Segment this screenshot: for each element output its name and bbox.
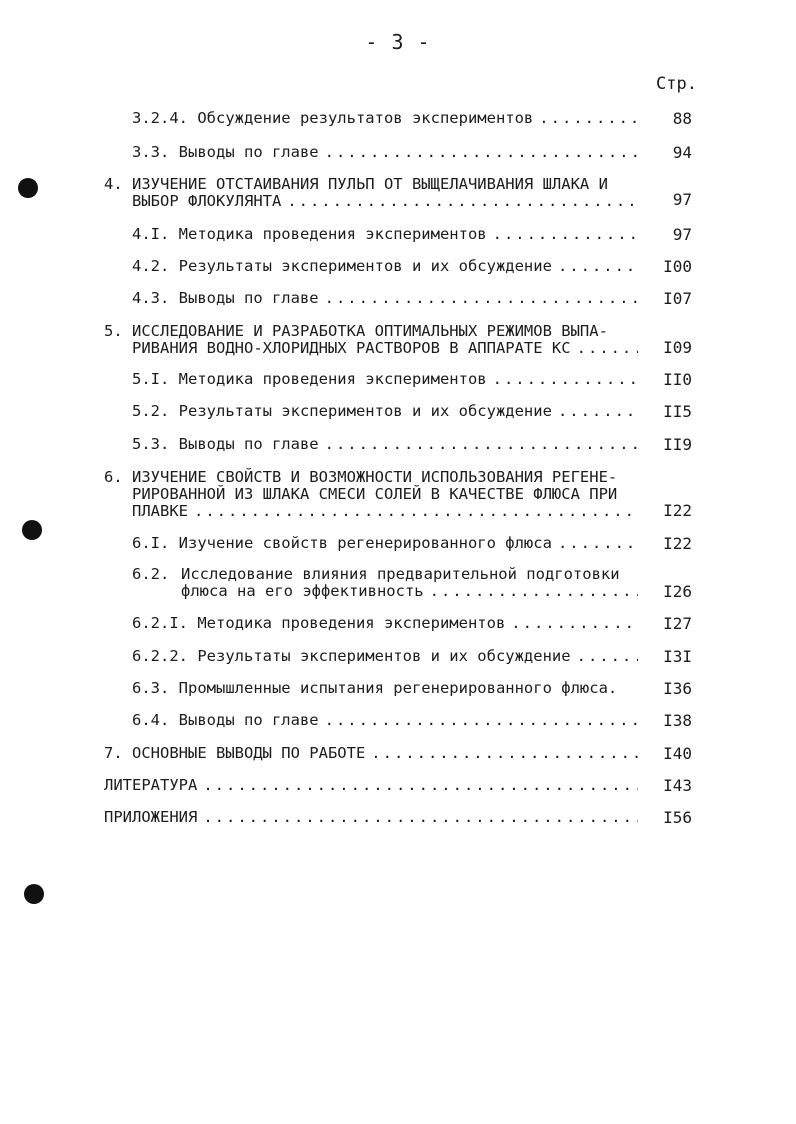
toc-entry-title: 3.2.4. Обсуждение результатов экспериментов [132, 109, 534, 127]
dot-leader [194, 503, 638, 520]
toc-entry-5-2 [132, 403, 644, 420]
dot-leader [325, 712, 638, 729]
toc-entry-title: 3.3. Выводы по главе [132, 143, 319, 161]
dot-leader [430, 583, 638, 600]
toc-entry-title: 6.4. Выводы по главе [132, 711, 319, 729]
toc-chapter-number: 5. [104, 322, 123, 340]
toc-chapter-7 [104, 745, 644, 762]
toc-entry-6-2-2 [132, 648, 644, 665]
punch-hole-mark [18, 178, 38, 198]
dot-leader [325, 290, 638, 307]
dot-leader [203, 777, 638, 794]
toc-entry-page: I43 [663, 776, 692, 795]
toc-entry-5-1 [132, 371, 644, 388]
toc-entry-6-1 [132, 535, 644, 552]
toc-entry-title: 5.3. Выводы по главе [132, 435, 319, 453]
dot-leader [539, 110, 638, 127]
toc-chapter-title-line2: РИВАНИЯ ВОДНО-ХЛОРИДНЫХ РАСТВОРОВ В АППАРАТЕ КС [132, 339, 571, 357]
toc-entry-page: II9 [663, 435, 692, 454]
toc-entry-page: I3I [663, 647, 692, 666]
toc-entry-page: 97 [672, 190, 692, 209]
toc-entry-page: II0 [663, 370, 692, 389]
punch-hole-mark [22, 520, 42, 540]
toc-entry-title: 4.3. Выводы по главе [132, 289, 319, 307]
dot-leader [203, 809, 638, 826]
dot-leader [558, 403, 638, 420]
toc-entry-page: 94 [672, 143, 692, 162]
toc-chapter-5 [132, 340, 644, 357]
toc-chapter-title-line2: ВЫБОР ФЛОКУЛЯНТА [132, 192, 282, 210]
toc-entry-title: 4.I. Методика проведения экспериментов [132, 225, 487, 243]
toc-chapter-title-line1: ИЗУЧЕНИЕ ОТСТАИВАНИЯ ПУЛЬП ОТ ВЫЩЕЛАЧИВАНИЯ ШЛАКА И [132, 175, 608, 193]
toc-chapter-title-line3: ПЛАВКЕ [132, 502, 188, 520]
toc-entry-6-2-1 [132, 615, 644, 632]
toc-entry-6-2 [181, 583, 644, 600]
toc-entry-page: I00 [663, 257, 692, 276]
punch-hole-mark [24, 884, 44, 904]
toc-entry-4-2 [132, 258, 644, 275]
dot-leader [558, 258, 638, 275]
toc-entry-4-3 [132, 290, 644, 307]
toc-entry-4-1 [132, 226, 644, 243]
toc-entry-page: II5 [663, 402, 692, 421]
dot-leader [371, 745, 638, 762]
dot-leader [493, 371, 638, 388]
dot-leader [287, 193, 638, 210]
toc-entry-page: I09 [663, 338, 692, 357]
toc-entry-title: 6.3. Промышленные испытания регенерированного флюса. [132, 679, 618, 697]
dot-leader [493, 226, 638, 243]
toc-entry-page: I22 [663, 534, 692, 553]
toc-chapter-number: 6. [104, 468, 123, 486]
dot-leader [325, 144, 638, 161]
toc-entry-title: 6.2.I. Методика проведения экспериментов [132, 614, 506, 632]
toc-entry-title: 6.2.2. Результаты экспериментов и их обсуждение [132, 647, 571, 665]
toc-entry-3-2-4 [132, 110, 644, 127]
toc-chapter-6 [132, 503, 644, 520]
dot-leader [558, 535, 638, 552]
toc-entry-page: I56 [663, 808, 692, 827]
toc-entry-title: ЛИТЕРАТУРА [104, 776, 198, 794]
toc-entry-page: I27 [663, 614, 692, 633]
toc-chapter-4 [132, 193, 644, 210]
toc-entry-title: 5.2. Результаты экспериментов и их обсуждение [132, 402, 552, 420]
toc-entry-3-3 [132, 144, 644, 161]
toc-chapter-title-line1: ИЗУЧЕНИЕ СВОЙСТВ И ВОЗМОЖНОСТИ ИСПОЛЬЗОВАНИЯ РЕГЕНЕ- [132, 468, 618, 486]
toc-entry-page: I22 [663, 501, 692, 520]
toc-chapter-title-line1: ИССЛЕДОВАНИЕ И РАЗРАБОТКА ОПТИМАЛЬНЫХ РЕЖИМОВ ВЫПА- [132, 322, 608, 340]
toc-entry-page: I38 [663, 711, 692, 730]
toc-entry-title-line1: Исследование влияния предварительной подготовки [181, 565, 620, 583]
toc-entry-5-3 [132, 436, 644, 453]
toc-chapter-title-line2: РИРОВАННОЙ ИЗ ШЛАКА СМЕСИ СОЛЕЙ В КАЧЕСТВЕ ФЛЮСА ПРИ [132, 485, 618, 503]
toc-chapter-number: 4. [104, 175, 123, 193]
dot-leader [325, 436, 638, 453]
toc-entry-6-3 [132, 680, 644, 697]
toc-entry-title: 6.I. Изучение свойств регенерированного флюса [132, 534, 552, 552]
toc-entry-title: 5.I. Методика проведения экспериментов [132, 370, 487, 388]
toc-entry-title: 4.2. Результаты экспериментов и их обсуждение [132, 257, 552, 275]
page-number: - 3 - [365, 30, 431, 54]
toc-entry-page: I40 [663, 744, 692, 763]
toc-appendices [104, 809, 644, 826]
toc-entry-title: ПРИЛОЖЕНИЯ [104, 808, 198, 826]
toc-entry-page: 97 [672, 225, 692, 244]
page-column-label: Стр. [656, 74, 697, 94]
dot-leader [577, 340, 638, 357]
toc-entry-page: I26 [663, 582, 692, 601]
toc-literature [104, 777, 644, 794]
toc-entry-page: I07 [663, 289, 692, 308]
toc-entry-page: 88 [672, 109, 692, 128]
toc-entry-6-4 [132, 712, 644, 729]
toc-entry-title-line2: флюса на его эффективность [181, 582, 424, 600]
toc-entry-title: 7. ОСНОВНЫЕ ВЫВОДЫ ПО РАБОТЕ [104, 744, 366, 762]
toc-entry-prefix: 6.2. [132, 565, 170, 583]
dot-leader [577, 648, 638, 665]
dot-leader [511, 615, 638, 632]
toc-entry-page: I36 [663, 679, 692, 698]
